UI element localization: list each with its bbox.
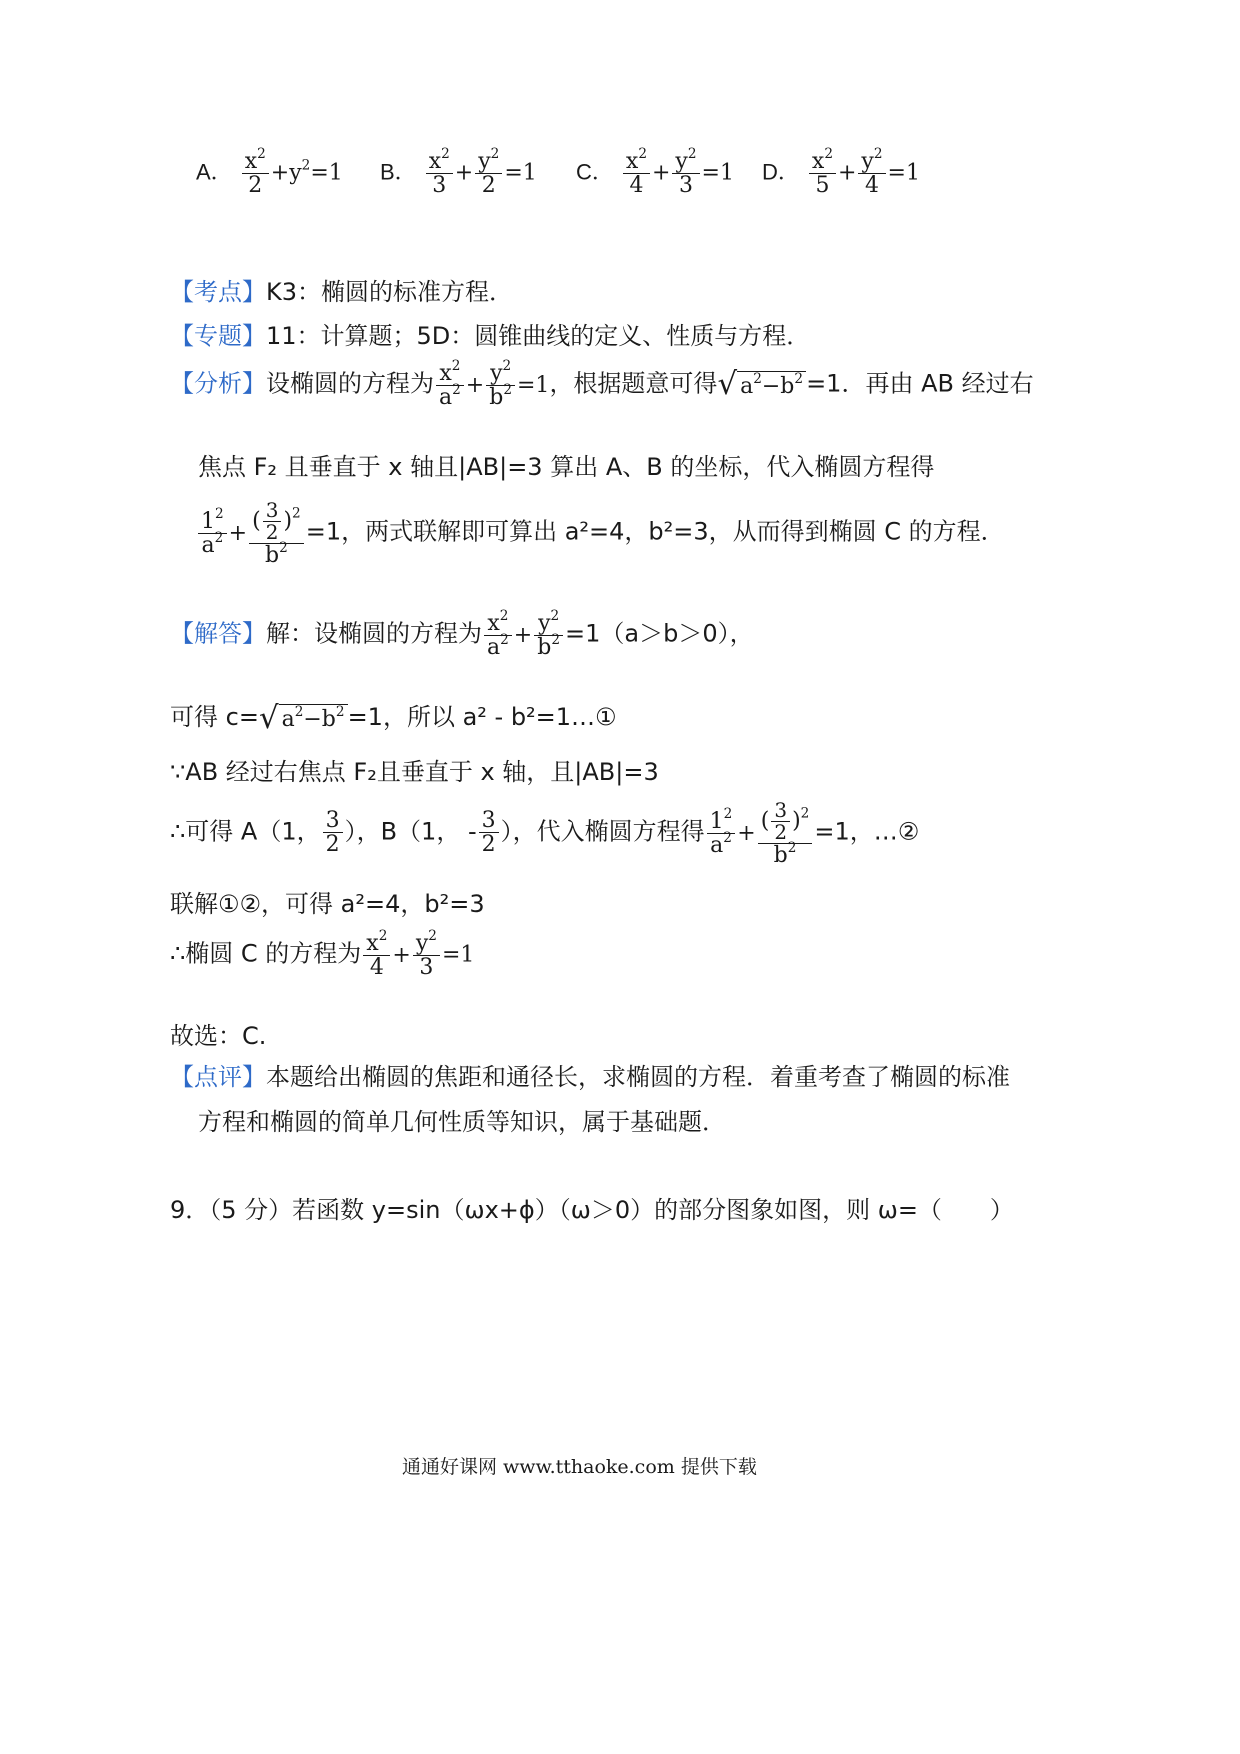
dianping-line-1: 【点评】本题给出椭圆的焦距和通径长，求椭圆的方程．着重考查了椭圆的标准	[170, 1063, 1010, 1091]
zhuanti-tag: 【专题】	[170, 322, 266, 350]
zhuanti-line: 【专题】11：计算题；5D：圆锥曲线的定义、性质与方程．	[170, 322, 811, 350]
option-d: D． $\frac{x^2}{5}$ + $\frac{y^2}{4}$ =1	[762, 145, 920, 199]
footer: 通通好课网 www.tthaoke.com 提供下载	[402, 1456, 757, 1478]
fenxi-line-1: 【分析】设椭圆的方程为 $\frac{x^2}{a^2}$ + $\frac{y^2}{b^2}$ =1，根据题意可得√ $a^2-b^2 =1$．再由 AB 经过右	[170, 357, 1034, 411]
kaodian-tag: 【考点】	[170, 278, 266, 306]
jieda-line-5: 联解①②，可得 a²=4，b²=3	[170, 890, 485, 918]
option-a: A． $\frac{x^2}{2}$ $+y^2=1$	[196, 145, 343, 199]
jieda-line-2: 可得 c=√ $a^2-b^2 =1$，所以 a² - b²=1…①	[170, 699, 617, 736]
jieda-tag: 【解答】	[170, 619, 266, 648]
fenxi-tag: 【分析】	[170, 369, 266, 398]
dianping-line-2: 方程和椭圆的简单几何性质等知识，属于基础题．	[198, 1108, 726, 1136]
kaodian-line: 【考点】K3：椭圆的标准方程．	[170, 278, 514, 306]
jieda-line-6: ∴椭圆 C 的方程为 $\frac{x^2}{4}$ + $\frac{y^2}{3}$ =1	[170, 927, 475, 981]
jieda-line-3: ∵AB 经过右焦点 F₂且垂直于 x 轴，且|AB|=3	[170, 758, 659, 786]
fenxi-line-2: 焦点 F₂ 且垂直于 x 轴且|AB|=3 算出 A、B 的坐标，代入椭圆方程得	[198, 453, 935, 481]
option-b: B． $\frac{x^2}{3}$ + $\frac{y^2}{2}$ =1	[380, 145, 537, 199]
answer-line: 故选：C.	[170, 1022, 267, 1050]
option-c: C． $\frac{x^2}{4}$ + $\frac{y^2}{3}$ =1	[576, 145, 734, 199]
jieda-line-4: ∴可得 A（1， $\frac{3}{2}$ ），B（1， - $\frac{3}{2}$ ），代入椭圆方程得 $\frac{1^2}{a^2}$ + ( $\frac{3}{2}$ )$^2$ $b^2$ =1，…②	[170, 798, 920, 868]
jieda-line-1: 【解答】解：设椭圆的方程为 $\frac{x^2}{a^2}$ + $\frac{y^2}{b^2}$ =1（a＞b＞0），	[170, 607, 754, 661]
fenxi-line-3: $\frac{1^2}{a^2}$ + ( $\frac{3}{2}$ )$^2$ $b^2$ =1，两式联解即可算出 a²=4，b²=3，从而得到椭圆 C 的方程．	[196, 500, 1005, 567]
question-9: 9．（5 分）若函数 y=sin（ωx+ϕ）（ω＞0）的部分图象如图，则 ω=（ ）	[170, 1196, 1014, 1224]
dianping-tag: 【点评】	[170, 1063, 266, 1091]
